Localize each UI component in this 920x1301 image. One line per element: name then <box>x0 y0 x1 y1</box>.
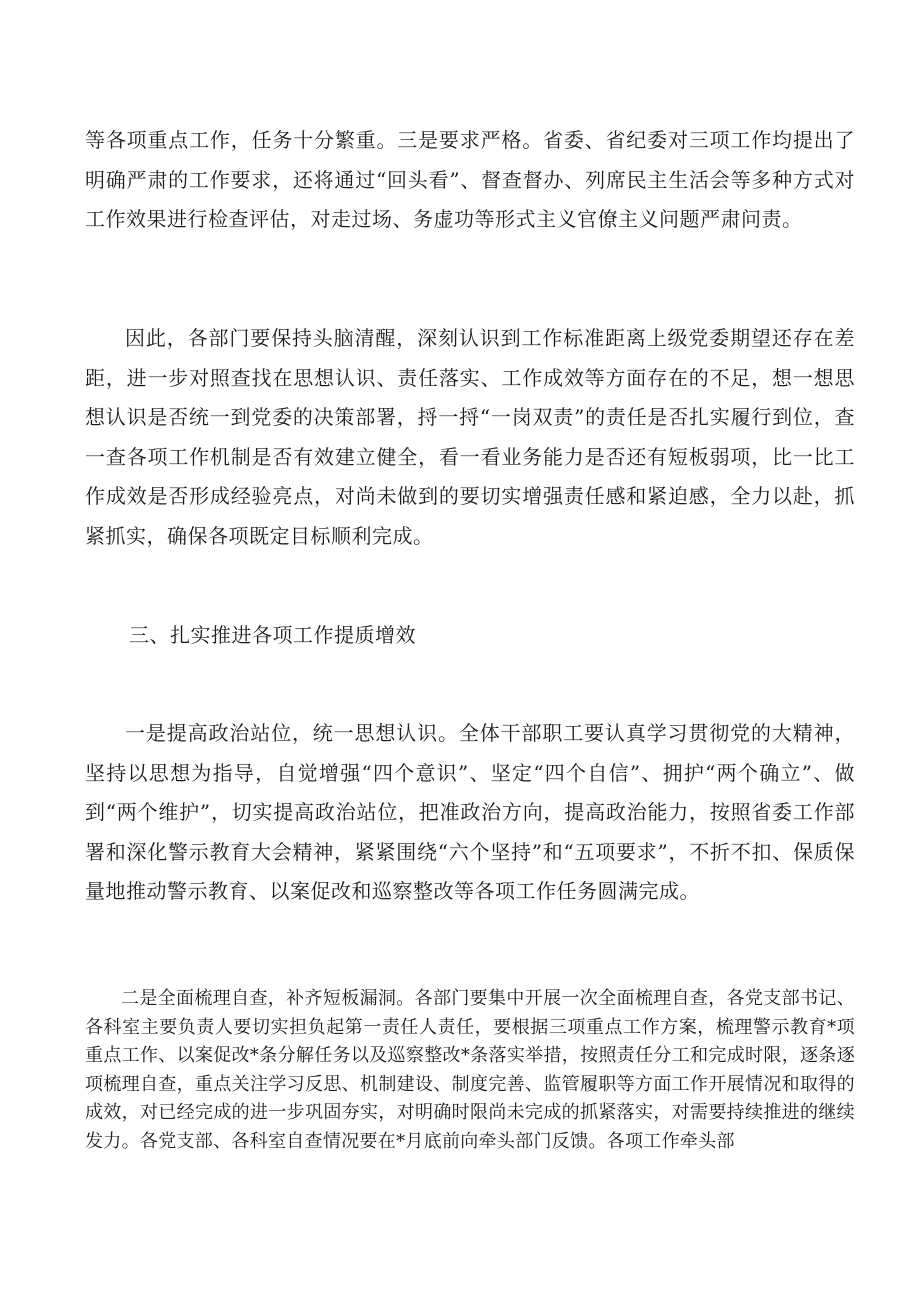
paragraph-requirements-strict: 等各项重点工作，任务十分繁重。三是要求严格。省委、省纪委对三项工作均提出了明确严肃的工作要求，还将通过“回头看”、督查督办、列席民主生活会等多种方式对工作效果进行检查评估，对走过场、务虚功等形式主义官僚主义问题严肃问责。 <box>85 128 855 231</box>
paragraph-political-stance: 一是提高政治站位，统一思想认识。全体干部职工要认真学习贯彻党的大精神，坚持以思想为指导，自觉增强“四个意识”、坚定“四个自信”、拥护“两个确立”、做到“两个维护”，切实提高政治站位，把准政治方向，提高政治能力，按照省委工作部署和深化警示教育大会精神，紧紧围绕“六个坚持”和“五项要求”，不折不扣、保质保量地推动警示教育、以案促改和巡察整改等各项工作任务圆满完成。 <box>85 721 855 903</box>
section-heading-three: 三、扎实推进各项工作提质增效 <box>129 623 416 647</box>
paragraph-stay-clear-minded: 因此，各部门要保持头脑清醒，深刻认识到工作标准距离上级党委期望还存在差距，进一步对照查找在思想认识、责任落实、工作成效等方面存在的不足，想一想思想认识是否统一到党委的决策部署，捋一捋“一岗双责”的责任是否扎实履行到位，查一查各项工作机制是否有效建立健全，看一看业务能力是否还有短板弱项，比一比工作成效是否形成经验亮点，对尚未做到的要切实增强责任感和紧迫感，全力以赴，抓紧抓实，确保各项既定目标顺利完成。 <box>85 326 855 548</box>
paragraph-self-inspection: 二是全面梳理自查，补齐短板漏洞。各部门要集中开展一次全面梳理自查，各党支部书记、各科室主要负责人要切实担负起第一责任人责任，要根据三项重点工作方案，梳理警示教育*项重点工作、以案促改*条分解任务以及巡察整改*条落实举措，按照责任分工和完成时限，逐条逐项梳理自查，重点关注学习反思、机制建设、制度完善、监管履职等方面工作开展情况和取得的成效，对已经完成的进一步巩固夯实，对明确时限尚未完成的抓紧落实，对需要持续推进的继续发力。各党支部、各科室自查情况要在*月底前向牵头部门反馈。各项工作牵头部 <box>85 988 855 1152</box>
